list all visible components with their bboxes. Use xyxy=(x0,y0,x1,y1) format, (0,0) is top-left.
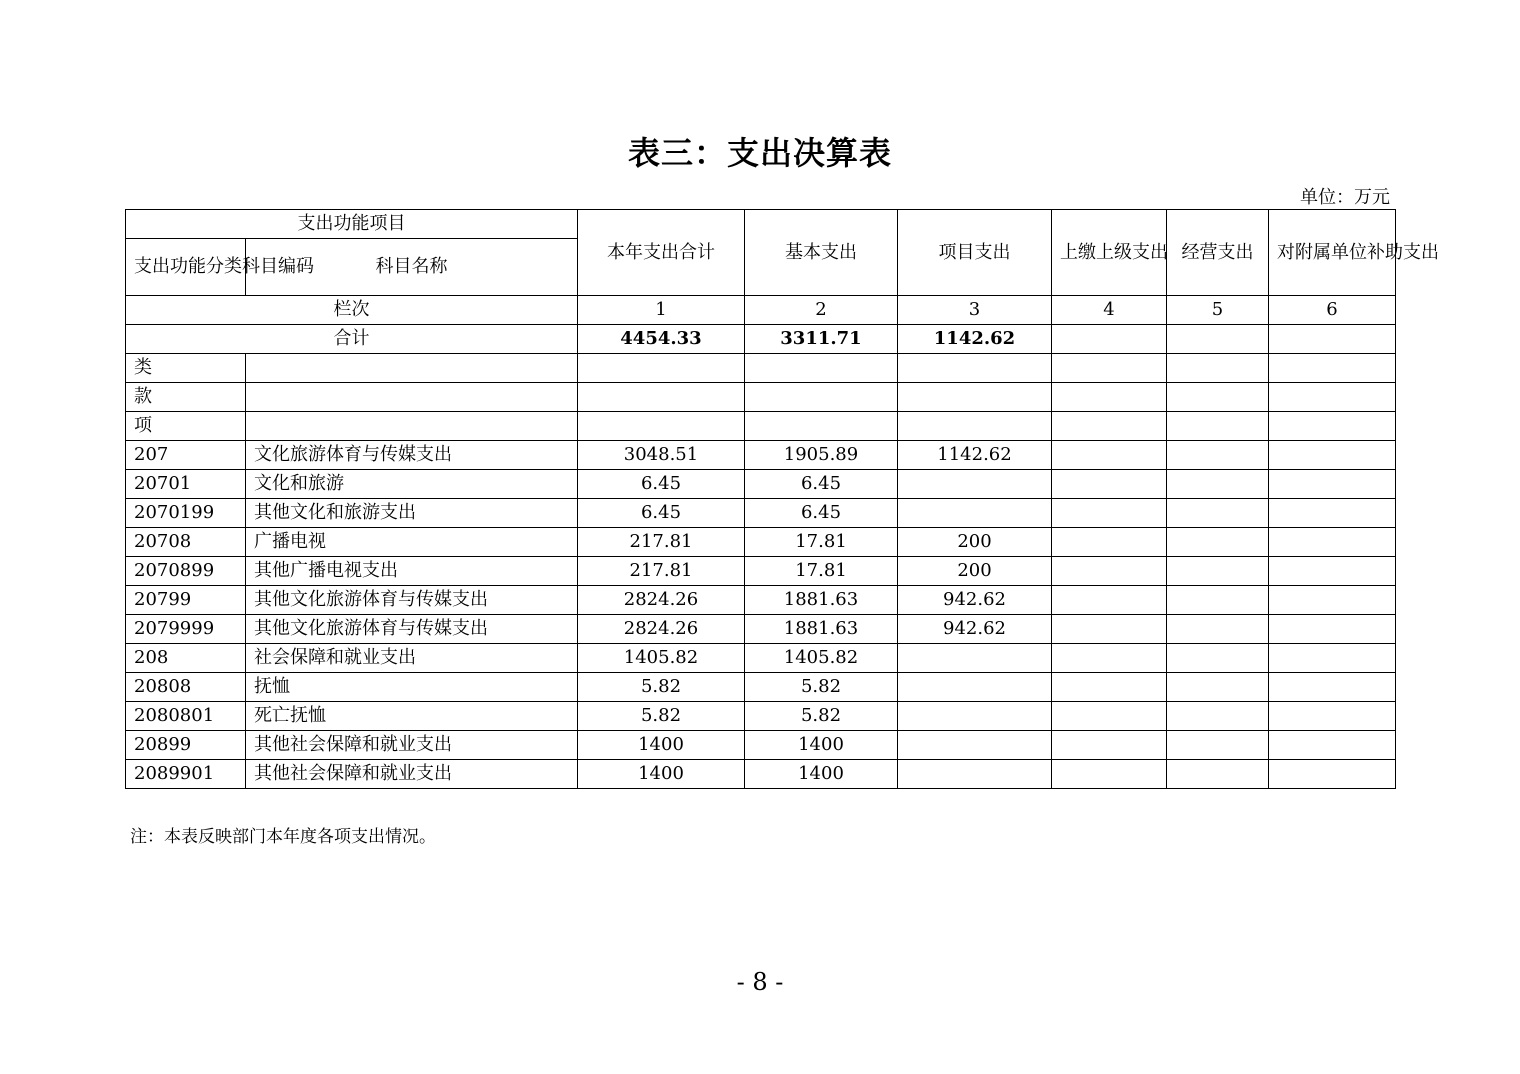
column-index-4: 4 xyxy=(1052,296,1167,325)
total-upper xyxy=(1052,325,1167,354)
row-code: 20899 xyxy=(126,731,246,760)
row-total: 6.45 xyxy=(578,499,745,528)
row-operating xyxy=(1167,702,1269,731)
row-total: 6.45 xyxy=(578,470,745,499)
header-total: 本年支出合计 xyxy=(578,210,745,296)
row-project xyxy=(898,673,1052,702)
row-name: 其他文化旅游体育与传媒支出 xyxy=(246,586,578,615)
row-upper xyxy=(1052,528,1167,557)
row-basic: 1905.89 xyxy=(745,441,898,470)
row-total: 2824.26 xyxy=(578,615,745,644)
header-name: 科目名称 xyxy=(246,239,578,296)
total-operating xyxy=(1167,325,1269,354)
expenditure-table xyxy=(125,209,1439,789)
table-row xyxy=(126,615,1396,644)
row-basic: 6.45 xyxy=(745,470,898,499)
total-amount: 4454.33 xyxy=(578,325,745,354)
row-basic: 1400 xyxy=(745,760,898,789)
page-title: 表三：支出决算表 xyxy=(627,134,892,172)
column-index-3: 3 xyxy=(898,296,1052,325)
table-row xyxy=(126,702,1396,731)
row-project xyxy=(898,760,1052,789)
total-label: 合计 xyxy=(126,325,578,354)
row-total: 1405.82 xyxy=(578,644,745,673)
header-subsidy: 对附属单位补助支出 xyxy=(1269,210,1396,296)
header-row-1 xyxy=(126,210,1396,239)
row-upper xyxy=(1052,441,1167,470)
row-basic: 1405.82 xyxy=(745,644,898,673)
table-note: 注：本表反映部门本年度各项支出情况。 xyxy=(130,827,436,847)
column-index-1: 1 xyxy=(578,296,745,325)
row-basic: 5.82 xyxy=(745,702,898,731)
row-code: 20808 xyxy=(126,673,246,702)
total-subsidy xyxy=(1269,325,1396,354)
row-basic: 1400 xyxy=(745,731,898,760)
header-code: 支出功能分类科目编码 xyxy=(126,239,246,296)
row-total: 1400 xyxy=(578,760,745,789)
level-row-xiang xyxy=(126,412,1396,441)
row-upper xyxy=(1052,557,1167,586)
total-row xyxy=(126,325,1396,354)
row-operating xyxy=(1167,470,1269,499)
row-operating xyxy=(1167,528,1269,557)
row-project xyxy=(898,644,1052,673)
row-upper xyxy=(1052,470,1167,499)
column-index-label: 栏次 xyxy=(126,296,578,325)
row-name: 文化和旅游 xyxy=(246,470,578,499)
table-row xyxy=(126,760,1396,789)
row-project: 942.62 xyxy=(898,586,1052,615)
table-row xyxy=(126,441,1396,470)
table-row xyxy=(126,644,1396,673)
row-name: 其他广播电视支出 xyxy=(246,557,578,586)
row-code: 2079999 xyxy=(126,615,246,644)
row-basic: 17.81 xyxy=(745,557,898,586)
row-subsidy xyxy=(1269,615,1396,644)
column-index-row xyxy=(126,296,1396,325)
row-basic: 1881.63 xyxy=(745,615,898,644)
row-upper xyxy=(1052,615,1167,644)
row-project: 200 xyxy=(898,557,1052,586)
row-project: 200 xyxy=(898,528,1052,557)
table-row xyxy=(126,557,1396,586)
row-operating xyxy=(1167,615,1269,644)
row-code: 2089901 xyxy=(126,760,246,789)
row-subsidy xyxy=(1269,586,1396,615)
row-operating xyxy=(1167,441,1269,470)
row-name: 其他社会保障和就业支出 xyxy=(246,760,578,789)
row-operating xyxy=(1167,760,1269,789)
row-total: 5.82 xyxy=(578,673,745,702)
level-row-lei xyxy=(126,354,1396,383)
row-total: 3048.51 xyxy=(578,441,745,470)
row-project xyxy=(898,702,1052,731)
row-name: 文化旅游体育与传媒支出 xyxy=(246,441,578,470)
header-upper: 上缴上级支出 xyxy=(1052,210,1167,296)
row-code: 2070199 xyxy=(126,499,246,528)
page-number: - 8 - xyxy=(736,968,784,996)
row-upper xyxy=(1052,644,1167,673)
total-project: 1142.62 xyxy=(898,325,1052,354)
table-row xyxy=(126,499,1396,528)
row-upper xyxy=(1052,760,1167,789)
level-row-kuan xyxy=(126,383,1396,412)
row-total: 217.81 xyxy=(578,557,745,586)
row-subsidy xyxy=(1269,731,1396,760)
row-upper xyxy=(1052,586,1167,615)
row-subsidy xyxy=(1269,499,1396,528)
row-project xyxy=(898,731,1052,760)
row-upper xyxy=(1052,499,1167,528)
table-row xyxy=(126,528,1396,557)
column-index-5: 5 xyxy=(1167,296,1269,325)
row-upper xyxy=(1052,673,1167,702)
row-name: 死亡抚恤 xyxy=(246,702,578,731)
row-name: 其他文化和旅游支出 xyxy=(246,499,578,528)
row-code: 20701 xyxy=(126,470,246,499)
row-code: 2080801 xyxy=(126,702,246,731)
row-subsidy xyxy=(1269,673,1396,702)
row-total: 1400 xyxy=(578,731,745,760)
row-name: 抚恤 xyxy=(246,673,578,702)
row-code: 20708 xyxy=(126,528,246,557)
total-basic: 3311.71 xyxy=(745,325,898,354)
level-xiang: 项 xyxy=(126,412,246,441)
row-subsidy xyxy=(1269,644,1396,673)
row-operating xyxy=(1167,731,1269,760)
row-basic: 17.81 xyxy=(745,528,898,557)
row-operating xyxy=(1167,673,1269,702)
row-name: 其他文化旅游体育与传媒支出 xyxy=(246,615,578,644)
level-kuan: 款 xyxy=(126,383,246,412)
header-project: 项目支出 xyxy=(898,210,1052,296)
row-code: 208 xyxy=(126,644,246,673)
header-basic: 基本支出 xyxy=(745,210,898,296)
row-upper xyxy=(1052,731,1167,760)
row-code: 207 xyxy=(126,441,246,470)
table-row xyxy=(126,673,1396,702)
column-index-2: 2 xyxy=(745,296,898,325)
header-group: 支出功能项目 xyxy=(126,210,578,239)
row-basic: 5.82 xyxy=(745,673,898,702)
level-lei: 类 xyxy=(126,354,246,383)
row-total: 2824.26 xyxy=(578,586,745,615)
row-project: 942.62 xyxy=(898,615,1052,644)
row-subsidy xyxy=(1269,702,1396,731)
table-row xyxy=(126,470,1396,499)
header-operating: 经营支出 xyxy=(1167,210,1269,296)
row-project xyxy=(898,499,1052,528)
row-operating xyxy=(1167,644,1269,673)
row-name: 社会保障和就业支出 xyxy=(246,644,578,673)
row-total: 217.81 xyxy=(578,528,745,557)
row-subsidy xyxy=(1269,470,1396,499)
row-upper xyxy=(1052,702,1167,731)
column-index-6: 6 xyxy=(1269,296,1396,325)
row-basic: 6.45 xyxy=(745,499,898,528)
row-code: 20799 xyxy=(126,586,246,615)
row-name: 广播电视 xyxy=(246,528,578,557)
row-subsidy xyxy=(1269,557,1396,586)
row-subsidy xyxy=(1269,528,1396,557)
row-operating xyxy=(1167,586,1269,615)
row-subsidy xyxy=(1269,760,1396,789)
row-basic: 1881.63 xyxy=(745,586,898,615)
row-subsidy xyxy=(1269,441,1396,470)
row-project xyxy=(898,470,1052,499)
row-code: 2070899 xyxy=(126,557,246,586)
table-row xyxy=(126,731,1396,760)
row-total: 5.82 xyxy=(578,702,745,731)
table-row xyxy=(126,586,1396,615)
row-operating xyxy=(1167,499,1269,528)
row-operating xyxy=(1167,557,1269,586)
unit-label: 单位：万元 xyxy=(1300,187,1390,208)
row-project: 1142.62 xyxy=(898,441,1052,470)
row-name: 其他社会保障和就业支出 xyxy=(246,731,578,760)
